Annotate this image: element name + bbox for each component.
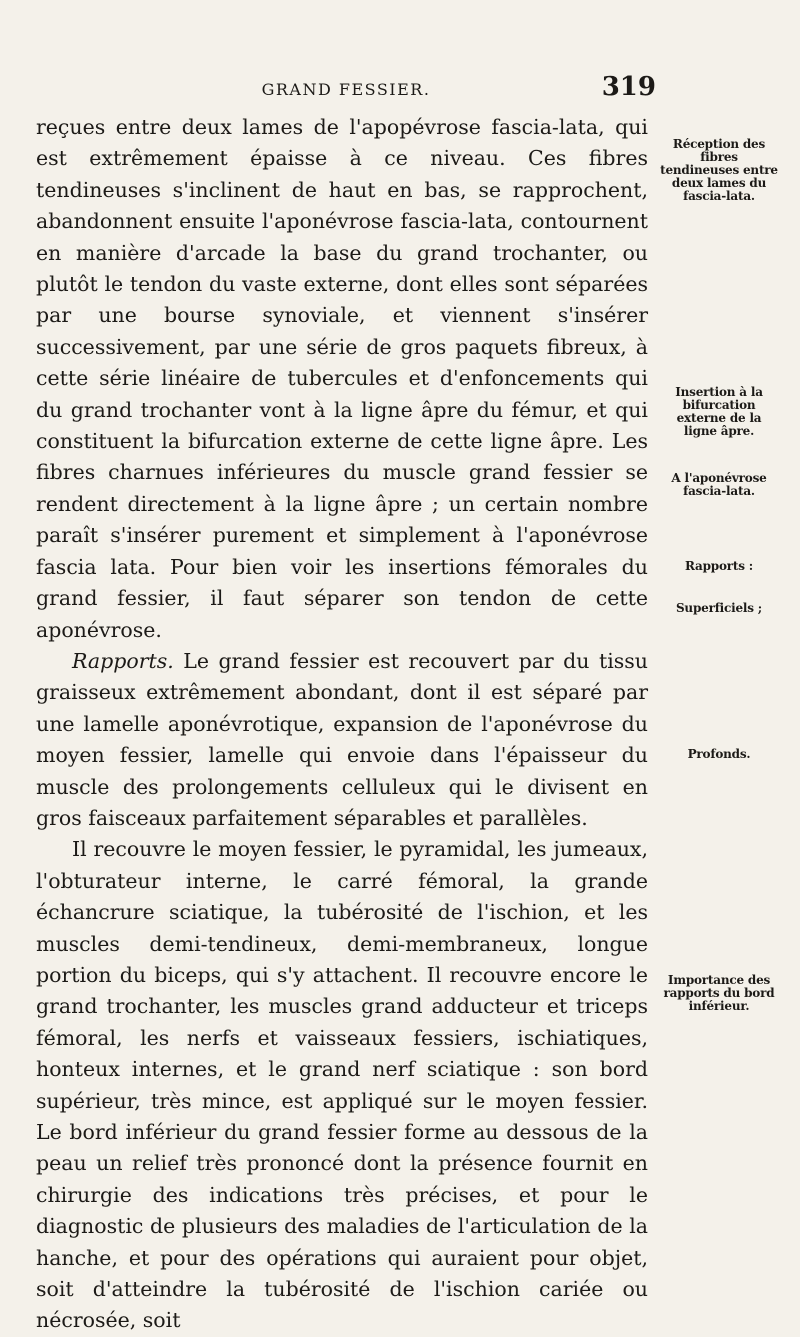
paragraph-insertions: reçues entre deux lames de l'apopévrose fascia-lata, qui est extrêmement épaisse à ce niveau. Ces fibres tendineuses s'inclinent de haut en bas, se rapprochent, abandonnent ensuite l'aponévrose fascia-lata, contournent en manière d'arcade la base du grand trochanter, ou plutôt le tendon du vaste externe, dont elles sont séparées par une bourse synoviale, et viennent s'insérer successivement, par une série de gros paquets fibreux, à cette série linéaire de tubercules et d'enfoncements qui du grand trochanter vont à la ligne âpre du fémur, et qui constituent la bifurcation externe de cette ligne âpre. Les fibres charnues inférieures du muscle grand fessier se rendent directement à la ligne âpre ; un certain nombre paraît s'insérer purement et simplement à l'aponévrose fascia lata. Pour bien voir les insertions fémorales du grand fessier, il faut séparer son tendon de cette aponévrose. (36, 115, 648, 642)
margin-note-reception: Réception des fibres tendineuses entre deux lames du fascia-lata. (660, 137, 778, 203)
rapports-text: Le grand fessier est recouvert par du tissu graisseux extrêmement abondant, dont il est séparé par une lamelle aponévrotique, expansion de l'aponévrose du moyen fessier, lamelle qui envoie dans l'épaisseur du muscle des prolongements celluleux qui le divisent en gros faisceaux parfaitement séparables et parallèles. (36, 648, 648, 830)
margin-note-insertion: Insertion à la bifurcation externe de la ligne âpre. (675, 385, 763, 438)
paragraph-rapports (36, 646, 648, 834)
margin-note-importance: Importance des rapports du bord inférieur. (663, 973, 775, 1013)
page-header (36, 72, 656, 106)
margin-note-profonds: Profonds. (687, 747, 751, 761)
running-title: GRAND FESSIER. (261, 80, 431, 99)
rapports-heading: Rapports. (72, 648, 174, 673)
paragraph-deep-relations: Il recouvre le moyen fessier, le pyramidal, les jumeaux, l'obturateur interne, le carré fémoral, la grande échancrure sciatique, la tubérosité de l'ischion, et les muscles demi-tendineux, demi-membraneux, longue portion du biceps, qui s'y attachent. Il recouvre encore le grand trochanter, les muscles grand adducteur et triceps fémoral, les nerfs et vaisseaux fessiers, ischiatiques, honteux internes, et le grand nerf sciatique : son bord supérieur, très mince, est appliqué sur le moyen fessier. Le bord inférieur du grand fessier forme au dessous de la peau un relief très prononcé dont la présence fournit en chirurgie des indications très précises, et pour le diagnostic de plusieurs des maladies de l'articulation de la hanche, et pour des opérations qui auraient pour objet, soit d'atteindre la tubérosité de l'ischion cariée ou nécrosée, soit (36, 837, 648, 1333)
margin-note-superficiels: Superficiels ; (675, 601, 763, 615)
margin-note-fascia-lata: A l'aponévrose fascia-lata. (671, 471, 767, 498)
margin-note-rapports: Rapports : (684, 559, 754, 573)
page-number: 319 (601, 72, 656, 102)
body-text (36, 112, 648, 1337)
